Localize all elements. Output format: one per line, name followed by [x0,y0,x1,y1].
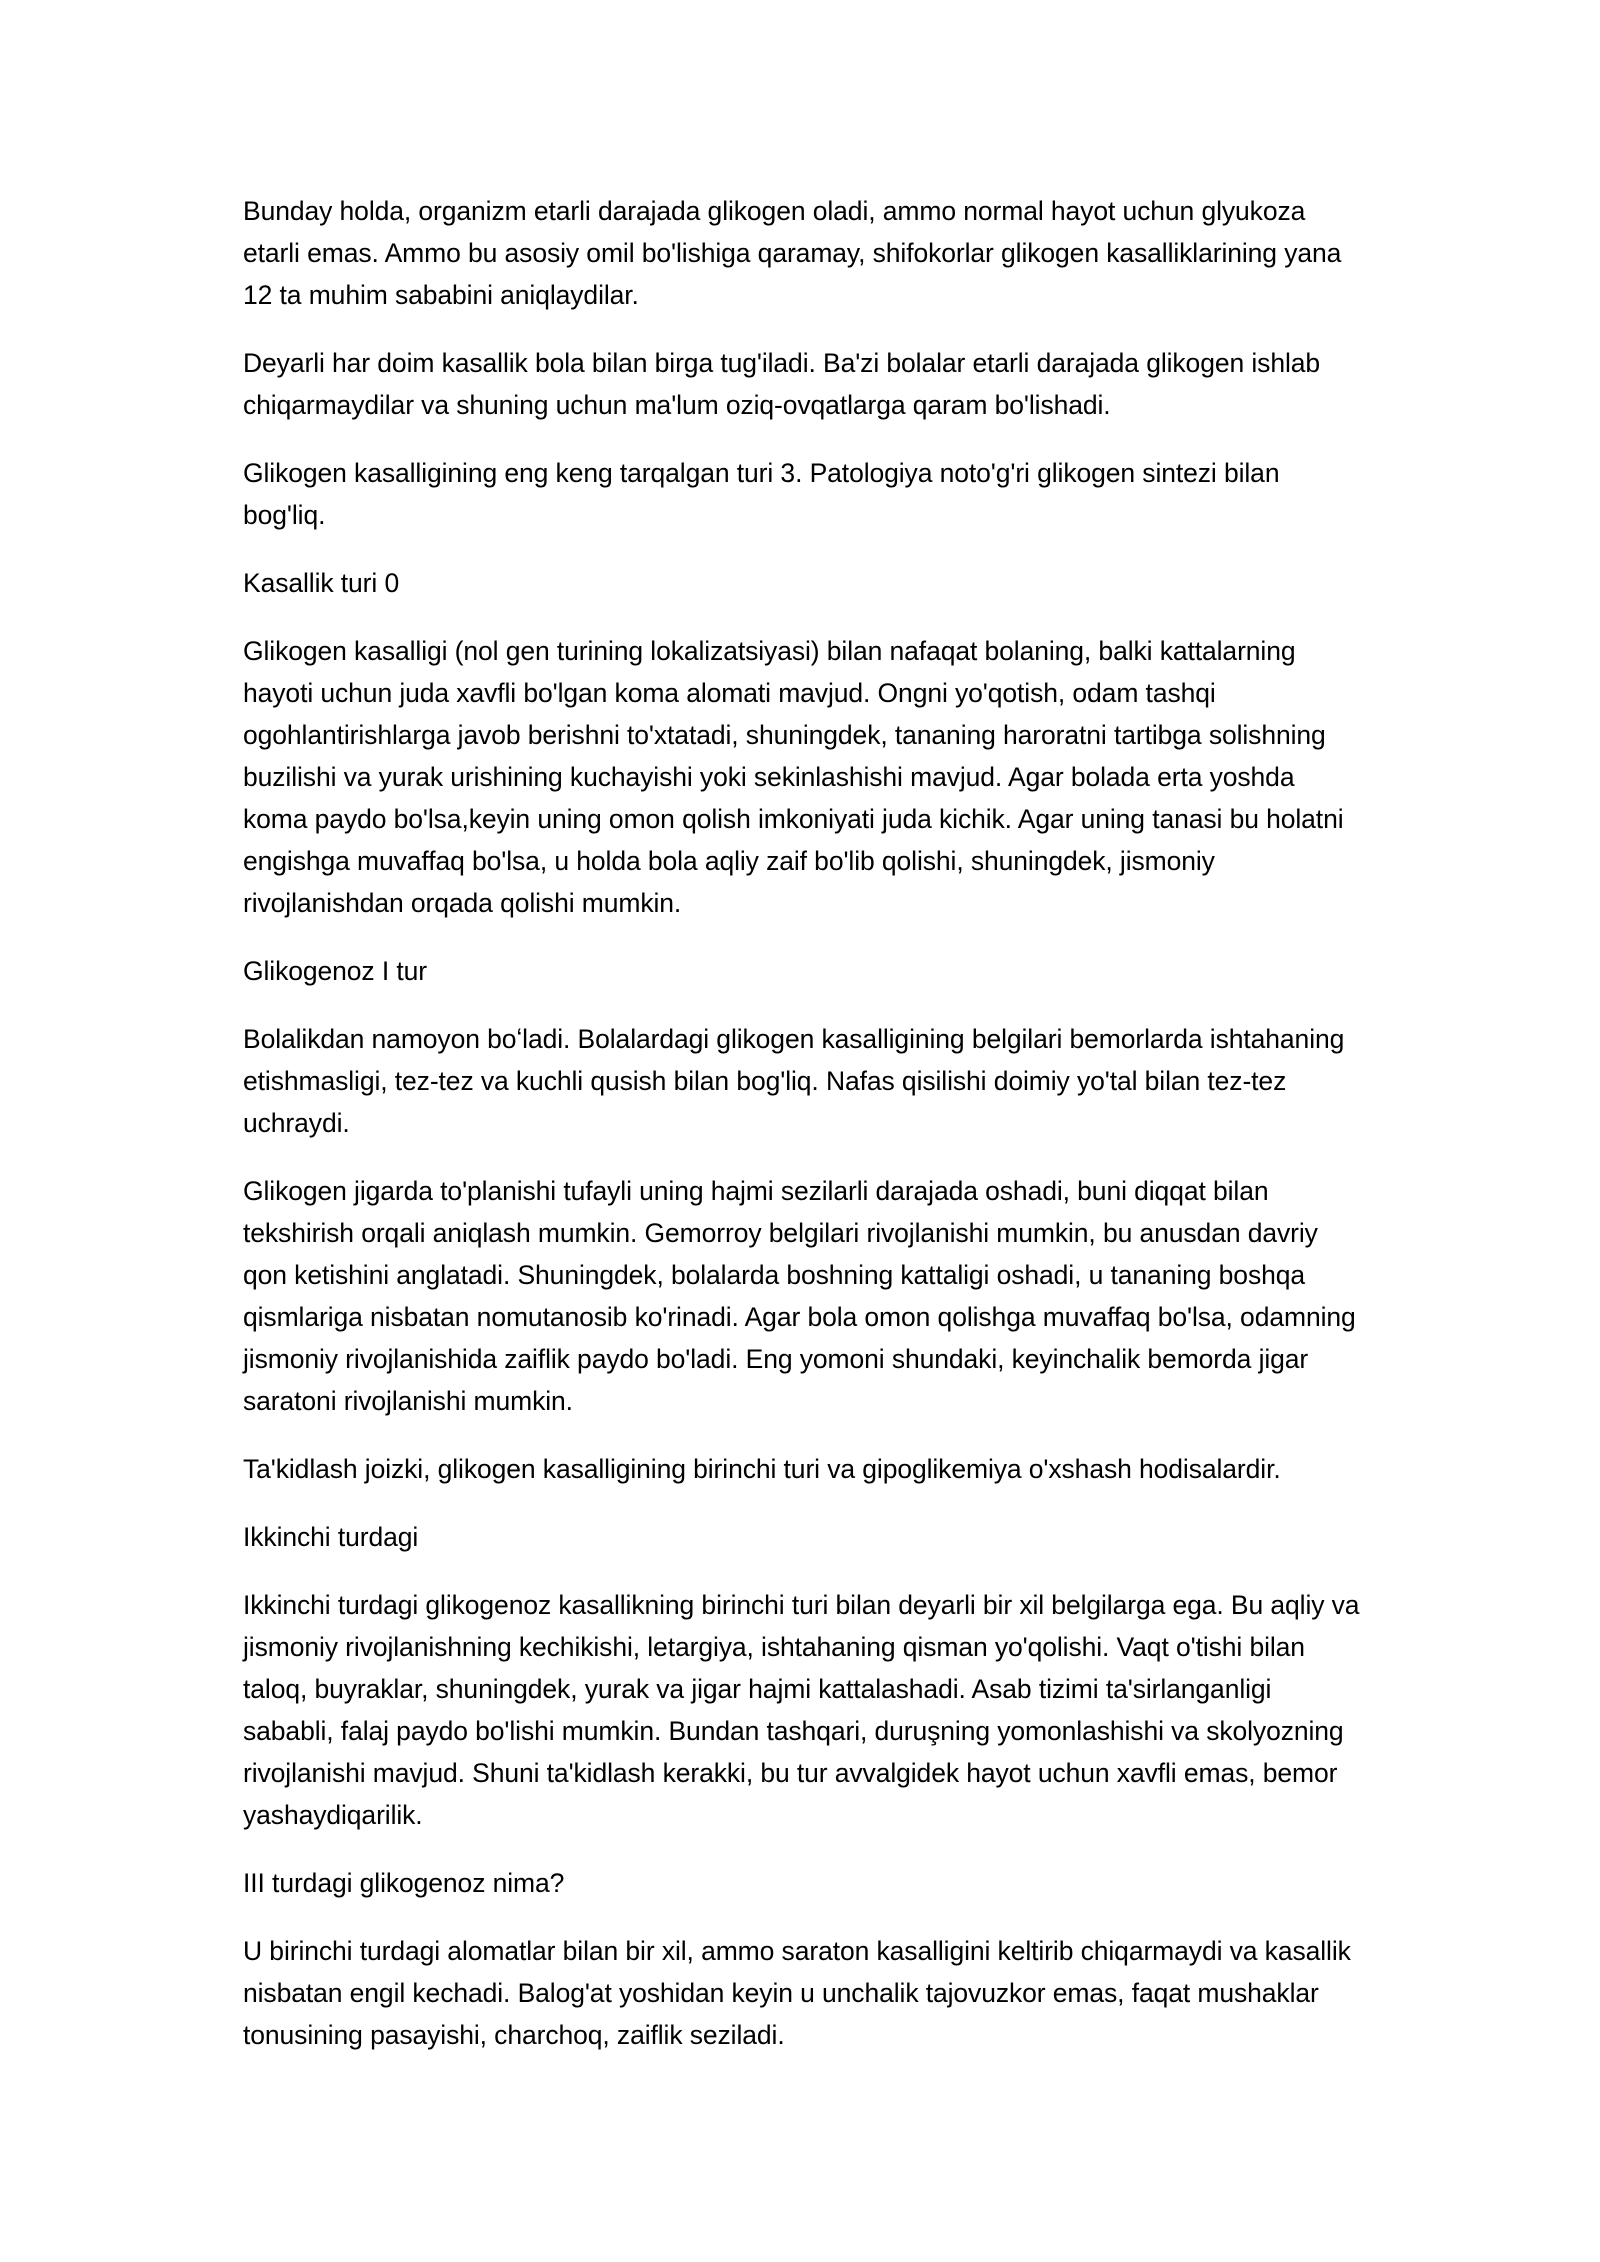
paragraph: Deyarli har doim kasallik bola bilan birga tug'iladi. Ba'zi bolalar etarli darajada glikogen ishlab chiqarmaydilar va shuning uchun ma'lum oziq-ovqatlarga qaram bo'lishadi. [243,348,1321,420]
paragraph: Glikogen kasalligining eng keng tarqalgan turi 3. Patologiya noto'g'ri glikogen sintezi bilan bog'liq. [243,458,1280,530]
paragraph: Bunday holda, organizm etarli darajada glikogen oladi, ammo normal hayot uchun glyukoza etarli emas. Ammo bu asosiy omil bo'lishiga qaramay, shifokorlar glikogen kasalliklarining yana 12 ta muhim sababini aniqlaydilar. [243,196,1342,310]
paragraph: Bolalikdan namoyon boʻladi. Bolalardagi glikogen kasalligining belgilari bemorlarda ishtahaning etishmasligi, tez-tez va kuchli qusish bilan bog'liq. Nafas qisilishi doimiy yo'tal bilan tez-tez uchraydi. [243,1024,1345,1138]
section-heading: Glikogenoz I tur [243,956,427,986]
paragraph: U birinchi turdagi alomatlar bilan bir xil, ammo saraton kasalligini keltirib chiqarmaydi va kasallik nisbatan engil kechadi. Balog'at yoshidan keyin u unchalik tajovuzkor emas, faqat mushaklar tonusining pasayishi, charchoq, zaiflik seziladi. [243,1936,1351,2050]
paragraph: Glikogen kasalligi (nol gen turining lokalizatsiyasi) bilan nafaqat bolaning, balki kattalarning hayoti uchun juda xavfli bo'lgan koma alomati mavjud. Ongni yo'qotish, odam tashqi ogohlantirishlarga javob berishni to'xtatadi, shuningdek, tananing haroratni tartibga solishning buzilishi va yurak urishining kuchayishi yoki sekinlashishi mavjud. Agar bolada erta yoshda koma paydo bo'lsa,keyin uning omon qolish imkoniyati juda kichik. Agar uning tanasi bu holatni engishga muvaffaq bo'lsa, u holda bola aqliy zaif bo'lib qolishi, shuningdek, jismoniy rivojlanishdan orqada qolishi mumkin. [243,636,1344,918]
paragraph: Ikkinchi turdagi glikogenoz kasallikning birinchi turi bilan deyarli bir xil belgilarga ega. Bu aqliy va jismoniy rivojlanishning kechikishi, letargiya, ishtahaning qisman yo'qolishi. Vaqt o'tishi bilan taloq, buyraklar, shuningdek, yurak va jigar hajmi kattalashadi. Asab tizimi ta'sirlanganligi sababli, falaj paydo bo'lishi mumkin. Bundan tashqari, duruşning yomonlashishi va skolyozning rivojlanishi mavjud. Shuni ta'kidlash kerakki, bu tur avvalgidek hayot uchun xavfli emas, bemor yashaydiqarilik. [243,1590,1360,1830]
section-heading: Kasallik turi 0 [243,568,400,598]
paragraph: Glikogen jigarda to'planishi tufayli uning hajmi sezilarli darajada oshadi, buni diqqat bilan tekshirish orqali aniqlash mumkin. Gemorroy belgilari rivojlanishi mumkin, bu anusdan davriy qon ketishini anglatadi. Shuningdek, bolalarda boshning kattaligi oshadi, u tananing boshqa qismlariga nisbatan nomutanosib ko'rinadi. Agar bola omon qolishga muvaffaq bo'lsa, odamning jismoniy rivojlanishida zaiflik paydo bo'ladi. Eng yomoni shundaki, keyinchalik bemorda jigar saratoni rivojlanishi mumkin. [243,1176,1356,1416]
paragraph: Ta'kidlash joizki, glikogen kasalligining birinchi turi va gipoglikemiya o'xshash hodisalardir. [243,1454,1281,1484]
section-heading: Ikkinchi turdagi [243,1522,419,1552]
section-heading: III turdagi glikogenoz nima? [243,1868,565,1898]
